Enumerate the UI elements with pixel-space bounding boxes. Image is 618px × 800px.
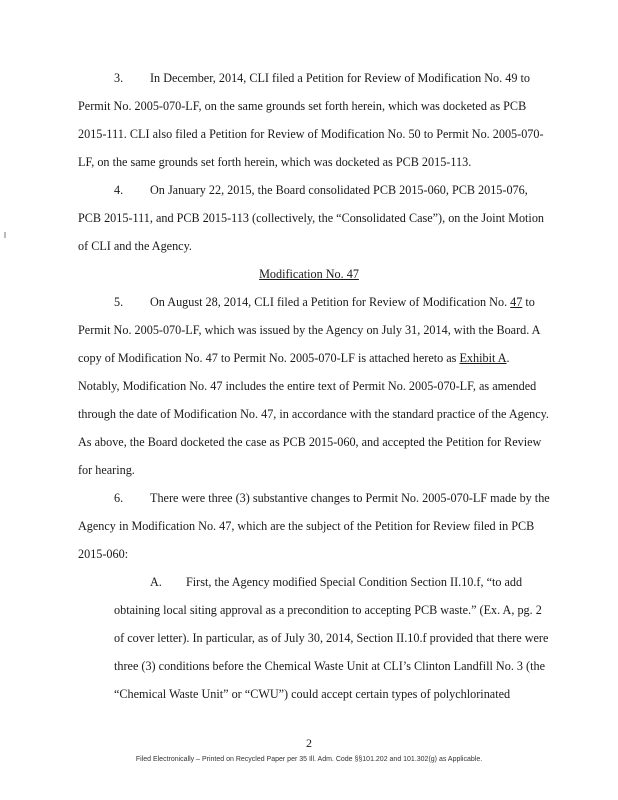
para-6-line-1: There were three (3) substantive changes to Permit No. 2005-070-LF made by the	[150, 491, 550, 505]
para-3-line-2: Permit No. 2005-070-LF, on the same grounds set forth herein, which was docketed as PCB	[78, 99, 527, 113]
para-5-line-7: for hearing.	[78, 463, 135, 477]
subpara-a-line-2: obtaining local siting approval as a precondition to accepting PCB waste.” (Ex. A, pg. 2	[114, 603, 542, 617]
subpara-a-line-5: “Chemical Waste Unit” or “CWU”) could accept certain types of polychlorinated	[114, 687, 511, 701]
para-5-line-1-end: to	[522, 295, 535, 309]
para-5-line-2: Permit No. 2005-070-LF, which was issued by the Agency on July 31, 2014, with the Board. A	[78, 323, 541, 337]
para-3-line-1: In December, 2014, CLI filed a Petition for Review of Modification No. 49 to	[150, 71, 530, 85]
section-heading	[0, 266, 618, 282]
exhibit-a-reference: Exhibit A	[459, 351, 507, 365]
para-4-line-3: of CLI and the Agency.	[78, 239, 192, 253]
para-4-line-2: PCB 2015-111, and PCB 2015-113 (collectively, the “Consolidated Case”), on the Joint Motion	[78, 211, 545, 225]
para-6-number: 6.	[114, 491, 124, 505]
para-3-number: 3.	[114, 71, 124, 85]
para-5-line-1	[150, 294, 535, 310]
para-5-line-1-text: On August 28, 2014, CLI filed a Petition for Review of Modification No.	[150, 295, 511, 309]
scan-edge-mark	[4, 232, 6, 238]
para-4-number: 4.	[114, 183, 124, 197]
para-3-line-3: 2015-111. CLI also filed a Petition for Review of Modification No. 50 to Permit No. 2005-070-	[78, 127, 544, 141]
para-5-number: 5.	[114, 295, 124, 309]
para-5-line-3-text: copy of Modification No. 47 to Permit No. 2005-070-LF is attached hereto as	[78, 351, 460, 365]
para-5-line-4: Notably, Modification No. 47 includes the entire text of Permit No. 2005-070-LF, as amended	[78, 379, 537, 393]
para-5-line-6: As above, the Board docketed the case as PCB 2015-060, and accepted the Petition for Review	[78, 435, 542, 449]
filing-footer: Filed Electronically – Printed on Recycled Paper per 35 Ill. Adm. Code §§101.202 and 101.302(g) as Applicable.	[135, 756, 483, 763]
para-6-line-2: Agency in Modification No. 47, which are the subject of the Petition for Review filed in PCB	[78, 519, 535, 533]
subpara-a-line-1: First, the Agency modified Special Condition Section II.10.f, “to add	[186, 575, 523, 589]
subpara-a-letter: A.	[150, 575, 162, 589]
modification-47-reference: 47	[510, 295, 523, 309]
para-3-line-4: LF, on the same grounds set forth herein, which was docketed as PCB 2015-113.	[78, 155, 472, 169]
para-5-line-3-end: .	[506, 351, 510, 365]
para-5-line-3	[78, 350, 510, 366]
para-6-line-3: 2015-060:	[78, 547, 129, 561]
para-5-line-5: through the date of Modification No. 47, in accordance with the standard practice of the Agency.	[78, 407, 549, 421]
subpara-a-line-4: three (3) conditions before the Chemical Waste Unit at CLI’s Clinton Landfill No. 3 (the	[114, 659, 546, 673]
subpara-a-line-3: of cover letter). In particular, as of July 30, 2014, Section II.10.f provided that there were	[114, 631, 549, 645]
para-4-line-1: On January 22, 2015, the Board consolidated PCB 2015-060, PCB 2015-076,	[150, 183, 528, 197]
page-number: 2	[306, 736, 312, 750]
section-heading-text: Modification No. 47	[259, 267, 359, 281]
